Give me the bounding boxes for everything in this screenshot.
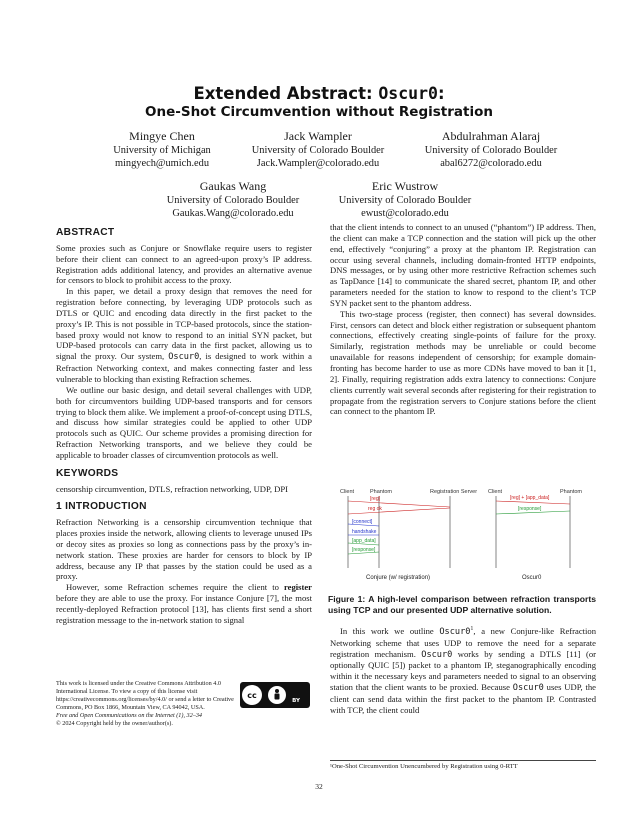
system-name: Oscur0 <box>439 626 471 637</box>
cc-icon: cc <box>242 685 262 705</box>
left-column <box>56 222 312 626</box>
reg-message: [reg] <box>370 496 381 502</box>
reg-appdata-message: [reg] + [app_data] <box>510 495 550 501</box>
author-affiliation: University of Colorado Boulder <box>251 145 385 156</box>
reg-appdata-arrow <box>496 501 570 504</box>
left-client-label: Client <box>340 489 355 495</box>
license-text: This work is licensed under the Creative Commons Attribution 4.0 International License. To view a copy of this license visit https://creativecommons.org/licenses/by/4.0/ or send a letter to Creative Commons, PO Box 1866, Mountain View, CA 94042, USA. <box>56 680 234 712</box>
system-name: Oscur0 <box>512 683 544 694</box>
keywords-text: censorship circumvention, DTLS, refraction networking, UDP, DPI <box>56 483 288 494</box>
title-colon: : <box>437 84 445 103</box>
by-label: BY <box>292 698 300 704</box>
author-1 <box>92 129 232 170</box>
license-footer <box>56 680 236 729</box>
abstract-paragraph <box>56 286 312 385</box>
author-name: Mingye Chen <box>129 129 195 143</box>
venue-text: Free and Open Communications on the Internet (1), 32–34 <box>56 712 203 720</box>
left-regserver-label: Registration Server <box>430 489 478 495</box>
author-email: abal6272@colorado.edu <box>440 158 542 169</box>
left-phantom-label: Phantom <box>370 489 393 495</box>
intro-paragraph <box>330 624 596 716</box>
footnote-text: ¹One-Shot Circumvention Unencumbered by Registration using 0-RTT <box>330 763 518 770</box>
footnote-marker: 1 <box>470 626 474 632</box>
connect-message: [connect] <box>352 519 373 525</box>
abstract-paragraph: Some proxies such as Conjure or Snowflake require users to register before their client can connect to an agreed-upon proxy’s IP address. Registration adds additional latency, and provides an alternative avenue for censors to block to prohibit access to the proxy. <box>56 242 312 286</box>
footnote <box>330 760 596 771</box>
protocol-comparison-figure <box>328 480 588 590</box>
copyright-text: © 2024 Copyright held by the owner/author(s). <box>56 720 173 728</box>
page-number: 32 <box>315 782 323 791</box>
reg-ok-message: reg ok <box>368 506 382 512</box>
response-message: [response] <box>352 547 376 553</box>
text-run: , is designed to work within a Refraction Networking context, and makes connecting faster and less vulnerable to blocking than existing Refraction schemes. <box>56 351 313 384</box>
text-run: before they are able to use the proxy. For instance Conjure [7], the most recently-deployed Refraction protocol [13], has clients first send a short registration message to the in-network station to signal <box>56 593 312 625</box>
author-email: Jack.Wampler@colorado.edu <box>256 158 380 169</box>
author-name: Gaukas Wang <box>199 179 267 193</box>
reg-arrow <box>348 501 450 507</box>
text-run: works by sending a DTLS [11] (or optionally QUIC [5]) packet to a phantom IP, steganographically encoding within it the necessary keys and parameters needed to signal to an observing station that the client wants to be proxied. Because <box>330 648 596 693</box>
paper-title <box>0 84 638 103</box>
right-diagram-caption: Oscur0 <box>522 575 542 581</box>
text-run: In this paper, we detail a proxy design that removes the need for registration before connecting, by leveraging UDP protocols such as DTLS or QUIC and encoding data directly in the first packet to the proxy’s IP. This is not possible in TCP-based protocols, since the station-based proxy would not know to respond to an initial SYN packet, but UDP-based protocols can carry data in the first packet, allowing us to signal the proxy. Our system, <box>56 286 312 362</box>
reg-ok-arrow <box>348 508 450 514</box>
system-name: Oscur0 <box>421 649 453 660</box>
intro-paragraph: that the client intends to connect to an unused (“phantom”) IP address. Then, the client can make a TCP connection and the station will pick up the other end, effectively “conjuring” a proxy at the phantom IP. Registration can occur using several channels, including domain-fronted HTTP endpoints, DNS messages, or by using other more restrictive Refraction schemes such as TapDance [14] to communicate the shared secret, phantom IP, and other parameters needed for the station to know to respond to the client’s TCP SYN packet sent to the phantom address. <box>330 222 596 308</box>
author-2 <box>238 129 398 170</box>
author-affiliation: University of Michigan <box>113 145 211 156</box>
author-affiliation: University of Colorado Boulder <box>338 195 472 206</box>
attribution-person-icon <box>268 686 286 704</box>
author-5 <box>320 179 490 220</box>
author-email: mingyech@umich.edu <box>114 158 210 169</box>
bold-term: register <box>284 582 312 593</box>
author-name: Jack Wampler <box>284 129 352 143</box>
introduction-heading: 1 INTRODUCTION <box>56 501 147 513</box>
author-name: Eric Wustrow <box>371 179 439 193</box>
paper-subtitle: One-Shot Circumvention without Registration <box>145 104 493 120</box>
author-name: Abdulrahman Alaraj <box>441 129 541 143</box>
right-column-top <box>330 222 596 417</box>
intro-paragraph: This two-stage process (register, then connect) has several downsides. First, censors can detect and block either registration or subsequent phantom connections, effectively creating single-points of failure for the proxy. Similarly, registration methods may be unreliable or could become unavailable for reasons independent of censorship; for example domain-fronting has become harder to use as more CDNs have moved to ban it [1, 2]. Finally, requiring registration adds extra latency to connections: Conjure clients currently wait several seconds after registering for their registration to propagate from the registration servers to Conjure stations before the client can connect to the phantom IP. <box>330 308 596 417</box>
intro-paragraph <box>56 582 312 625</box>
intro-paragraph: Refraction Networking is a censorship circumvention technique that places proxies inside the network, allowing clients to leverage unused IPs or decoy sites as proxies so long as connections pass by the proxy’s in-network station. These proxies are harder for censors to block by IP address, because any IP that passes by the station could be used as a proxy. <box>56 517 312 582</box>
text-run: , a new Conjure-like Refraction Networking scheme that uses UDP to remove the need for a separate registration mechanism. <box>330 625 596 659</box>
right-column-bottom <box>330 624 596 716</box>
abstract-heading: ABSTRACT <box>56 227 115 238</box>
right-response-message: [response] <box>518 506 542 512</box>
keywords-heading: KEYWORDS <box>56 467 119 479</box>
author-4 <box>148 179 318 220</box>
author-affiliation: University of Colorado Boulder <box>424 145 558 156</box>
text-run: uses UDP, the client can send data within the first packet to the phantom IP. Contrasted with TCP, the client could <box>330 682 596 715</box>
author-email: ewust@colorado.edu <box>361 208 449 219</box>
handshake-message: handshake <box>352 529 377 535</box>
text-run: However, some Refraction schemes require the client to <box>66 582 284 593</box>
cc-by-badge <box>240 682 310 708</box>
right-phantom-label: Phantom <box>560 489 583 495</box>
title-text: Extended Abstract: <box>193 84 379 103</box>
app-data-message: [app_data] <box>352 538 376 544</box>
title-system-name: Oscur0 <box>378 84 438 103</box>
right-client-label: Client <box>488 489 503 495</box>
author-email: Gaukas.Wang@colorado.edu <box>172 208 294 219</box>
abstract-paragraph: We outline our basic design, and detail several challenges with UDP, both for circumventors building UDP-based transports and for censors trying to block them alike. We implement a proof-of-concept using DTLS, and discuss how similar strategies could be applied to other UDP protocols such as QUIC. Our scheme provides a promising direction for Refraction Networking transports, and we believe they could be applicable to broader classes of circumvention protocols as well. <box>56 384 312 460</box>
text-run: In this work we outline <box>340 625 440 636</box>
figure-caption: Figure 1: A high-level comparison between refraction transports using TCP and our presented UDP alternative solution. <box>328 594 596 615</box>
author-affiliation: University of Colorado Boulder <box>166 195 300 206</box>
author-3 <box>406 129 576 170</box>
system-name: Oscur0 <box>168 352 200 363</box>
left-diagram-caption: Conjure (w/ registration) <box>366 575 431 581</box>
